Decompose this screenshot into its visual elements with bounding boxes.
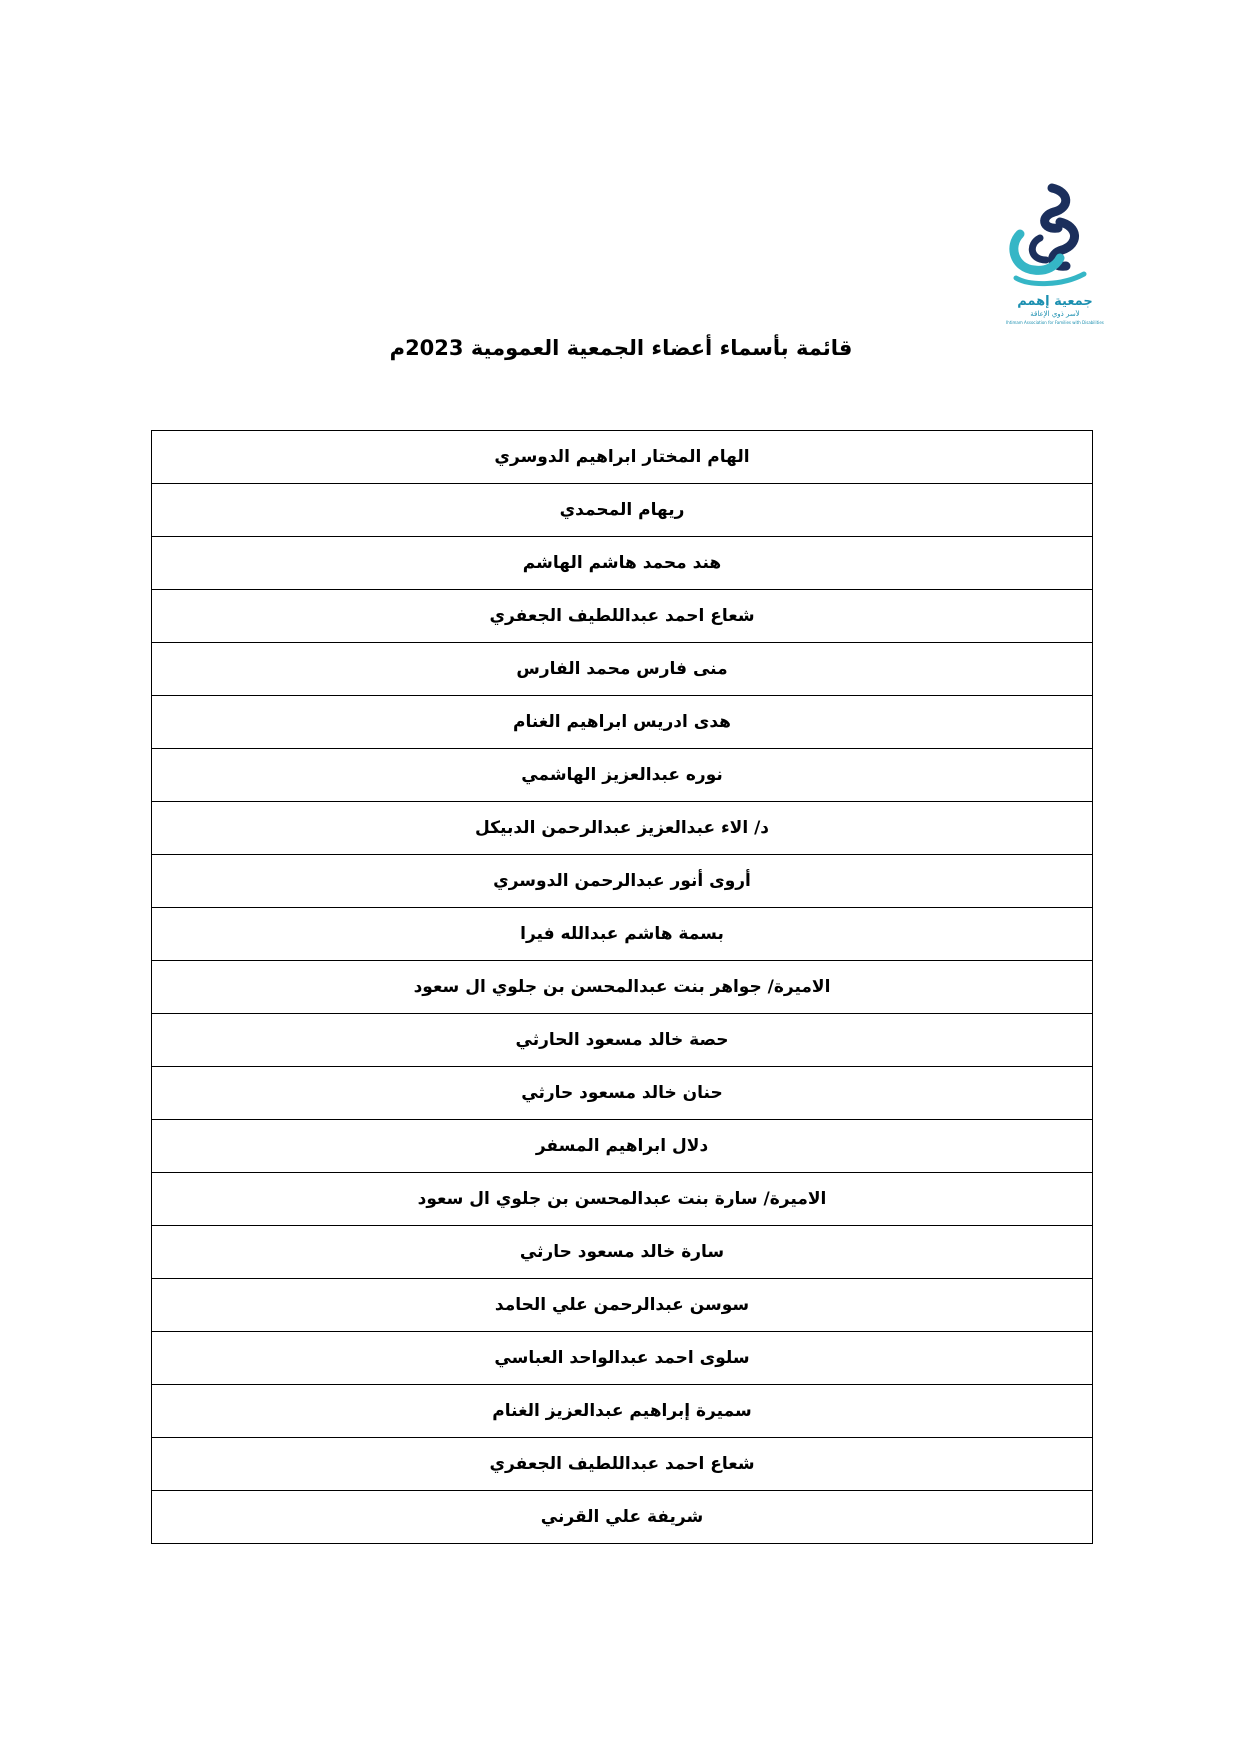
association-logo	[1000, 182, 1110, 332]
logo-name: جمعية إهمم	[1017, 294, 1093, 309]
member-name-cell: حصة خالد مسعود الحارثي	[152, 1014, 1093, 1067]
table-row	[152, 431, 1093, 484]
members-table-body	[152, 431, 1093, 1544]
table-row	[152, 484, 1093, 537]
logo-subtitle-en: Ihtimam Association for Families with Disabilities	[1006, 320, 1104, 325]
member-name-cell: بسمة هاشم عبدالله فيرا	[152, 908, 1093, 961]
member-name-cell: الاميرة/ جواهر بنت عبدالمحسن بن جلوي ال سعود	[152, 961, 1093, 1014]
table-row	[152, 1332, 1093, 1385]
table-row	[152, 590, 1093, 643]
member-name-cell: سوسن عبدالرحمن علي الحامد	[152, 1279, 1093, 1332]
member-name-cell: سميرة إبراهيم عبدالعزيز الغنام	[152, 1385, 1093, 1438]
table-row	[152, 1014, 1093, 1067]
table-row	[152, 1226, 1093, 1279]
member-name-cell: هدى ادريس ابراهيم الغنام	[152, 696, 1093, 749]
member-name-cell: شعاع احمد عبداللطيف الجعفري	[152, 1438, 1093, 1491]
logo-mark-icon	[1000, 182, 1110, 294]
table-row	[152, 537, 1093, 590]
table-row	[152, 961, 1093, 1014]
member-name-cell: سلوى احمد عبدالواحد العباسي	[152, 1332, 1093, 1385]
table-row	[152, 749, 1093, 802]
member-name-cell: أروى أنور عبدالرحمن الدوسري	[152, 855, 1093, 908]
member-name-cell: هند محمد هاشم الهاشم	[152, 537, 1093, 590]
member-name-cell: ريهام المحمدي	[152, 484, 1093, 537]
page-title: قائمة بأسماء أعضاء الجمعية العمومية 2023م	[389, 336, 853, 360]
table-row	[152, 908, 1093, 961]
member-name-cell: الهام المختار ابراهيم الدوسري	[152, 431, 1093, 484]
member-name-cell: شعاع احمد عبداللطيف الجعفري	[152, 590, 1093, 643]
table-row	[152, 1279, 1093, 1332]
member-name-cell: دلال ابراهيم المسفر	[152, 1120, 1093, 1173]
member-name-cell: نوره عبدالعزيز الهاشمي	[152, 749, 1093, 802]
table-row	[152, 1438, 1093, 1491]
table-row	[152, 1067, 1093, 1120]
table-row	[152, 1120, 1093, 1173]
table-row	[152, 1491, 1093, 1544]
member-name-cell: د/ الاء عبدالعزيز عبدالرحمن الدبيكل	[152, 802, 1093, 855]
table-row	[152, 1173, 1093, 1226]
member-name-cell: حنان خالد مسعود حارثي	[152, 1067, 1093, 1120]
logo-subtitle: لأسر ذوي الإعاقة	[1030, 310, 1080, 318]
table-row	[152, 1385, 1093, 1438]
table-row	[152, 855, 1093, 908]
member-name-cell: منى فارس محمد الفارس	[152, 643, 1093, 696]
table-row	[152, 643, 1093, 696]
table-row	[152, 802, 1093, 855]
member-name-cell: الاميرة/ سارة بنت عبدالمحسن بن جلوي ال سعود	[152, 1173, 1093, 1226]
members-table	[151, 430, 1093, 1544]
member-name-cell: سارة خالد مسعود حارثي	[152, 1226, 1093, 1279]
table-row	[152, 696, 1093, 749]
member-name-cell: شريفة علي القرني	[152, 1491, 1093, 1544]
